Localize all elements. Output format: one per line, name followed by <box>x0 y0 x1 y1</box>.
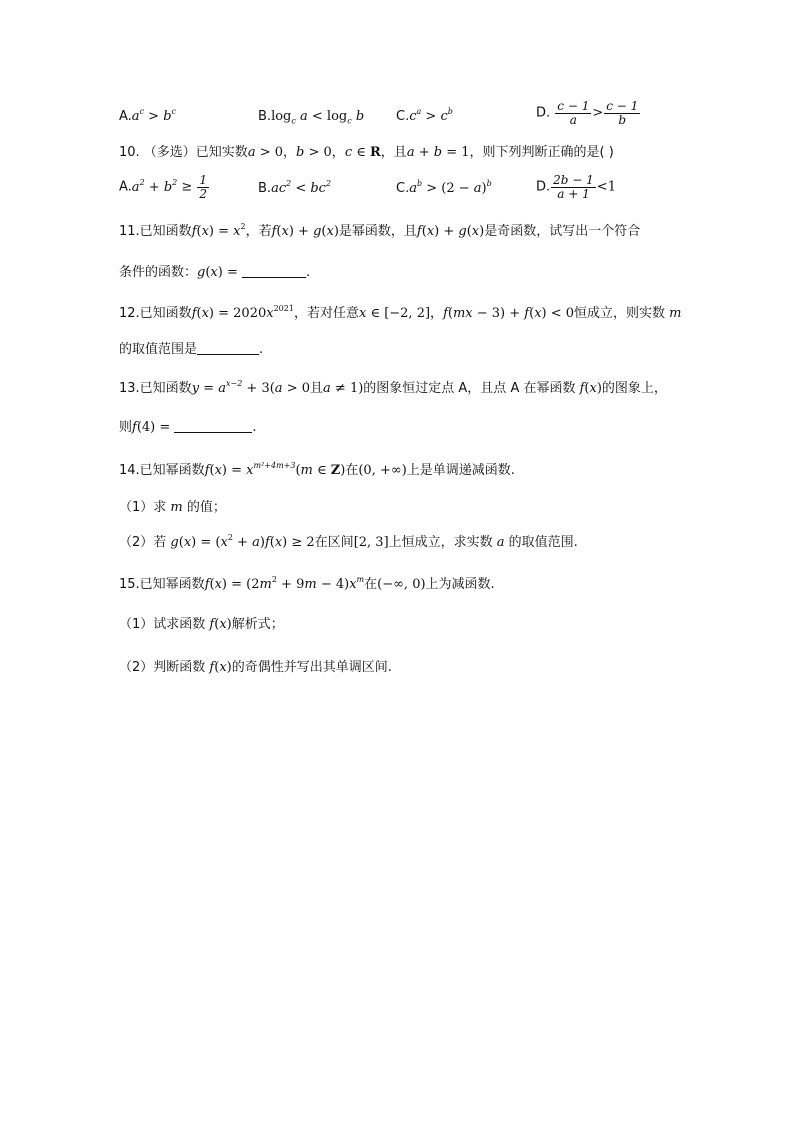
q9-option-b: $B.\log_c$ $a < \log_c b$ <box>258 109 365 126</box>
q14-part-2: （2）若 $g(x) = (x^2 + a)f(x) \ge 2$在区间[2, 3]上恒成立，求实数 a 的取值范围. <box>119 533 578 550</box>
q10-options <box>119 173 679 210</box>
q11-line-2: 条件的函数：g(x) = . <box>119 265 311 280</box>
q10-option-c: $C.a^b > (2 - a)^b$ <box>396 179 492 196</box>
q12-answer-blank[interactable] <box>197 342 259 355</box>
q9-options <box>119 99 679 138</box>
q9-d-right-fraction: $\frac{c - 1}{b}$ <box>606 99 639 127</box>
q10-option-a: $A.a^2 + b^2$ ≥ $\frac{1}{2}$ <box>119 173 208 201</box>
q14-part-1: （1）求 m 的值； <box>119 500 226 515</box>
q10-option-b: $B.ac^2 < bc^2$ <box>258 179 332 196</box>
q10-option-d: D. $\frac{2b - 1}{a + 1}$ <1 <box>536 173 616 201</box>
q14-stem: 14.已知幂函数$f(x) = x^{m^2+4m+3}(m$ ∈ Z)在(0, +∞)上是单调递减函数. <box>119 461 515 478</box>
q13-line-2: 则f(4) = . <box>119 420 257 435</box>
q12-line-1: 12.已知函数$f(x) = 2020x^{2021}$，若对任意x ∈ [−2, 2]，f(mx − 3) + f(x) < 0恒成立，则实数 m <box>119 304 682 321</box>
q11-answer-blank[interactable] <box>242 265 306 278</box>
q13-answer-blank[interactable] <box>174 420 252 433</box>
q13-line-1: 13.已知函数$y = a^{x-2} + 3(a > 0$且a ≠ 1)的图象恒过定点 A，且点 A 在幂函数 f(x)的图象上， <box>119 379 667 396</box>
q9-d-left-fraction: $\frac{c - 1}{a}$ <box>557 99 590 127</box>
q9-option-a: $A.a^c > b^c$ <box>119 107 177 124</box>
q10-stem: 10. （多选）已知实数a > 0，b > 0，c ∈ R，且a + b = 1，则下列判断正确的是( ) <box>119 145 614 160</box>
q15-part-2: （2）判断函数 f(x)的奇偶性并写出其单调区间. <box>119 660 392 675</box>
q9-option-c: $C.c^a > c^b$ <box>396 107 453 124</box>
q11-line-1: 11.已知函数$f(x) = x^2$，若f(x) + g(x)是幂函数，且f(x) + g(x)是奇函数，试写出一个符合 <box>119 222 641 239</box>
q15-part-1: （1）试求函数 f(x)解析式； <box>119 617 284 632</box>
q12-line-2: 的取值范围是 . <box>119 342 264 357</box>
q9-option-d: D. $\frac{c - 1}{a}$ > $\frac{c - 1}{b}$ <box>536 99 639 127</box>
q15-stem: 15.已知幂函数$f(x) = (2m^2 + 9m - 4)x^m$在(−∞, 0)上为减函数. <box>119 575 495 592</box>
q10-a-fraction: $\frac{1}{2}$ <box>199 173 208 201</box>
q10-d-fraction: $\frac{2b - 1}{a + 1}$ <box>553 173 594 201</box>
